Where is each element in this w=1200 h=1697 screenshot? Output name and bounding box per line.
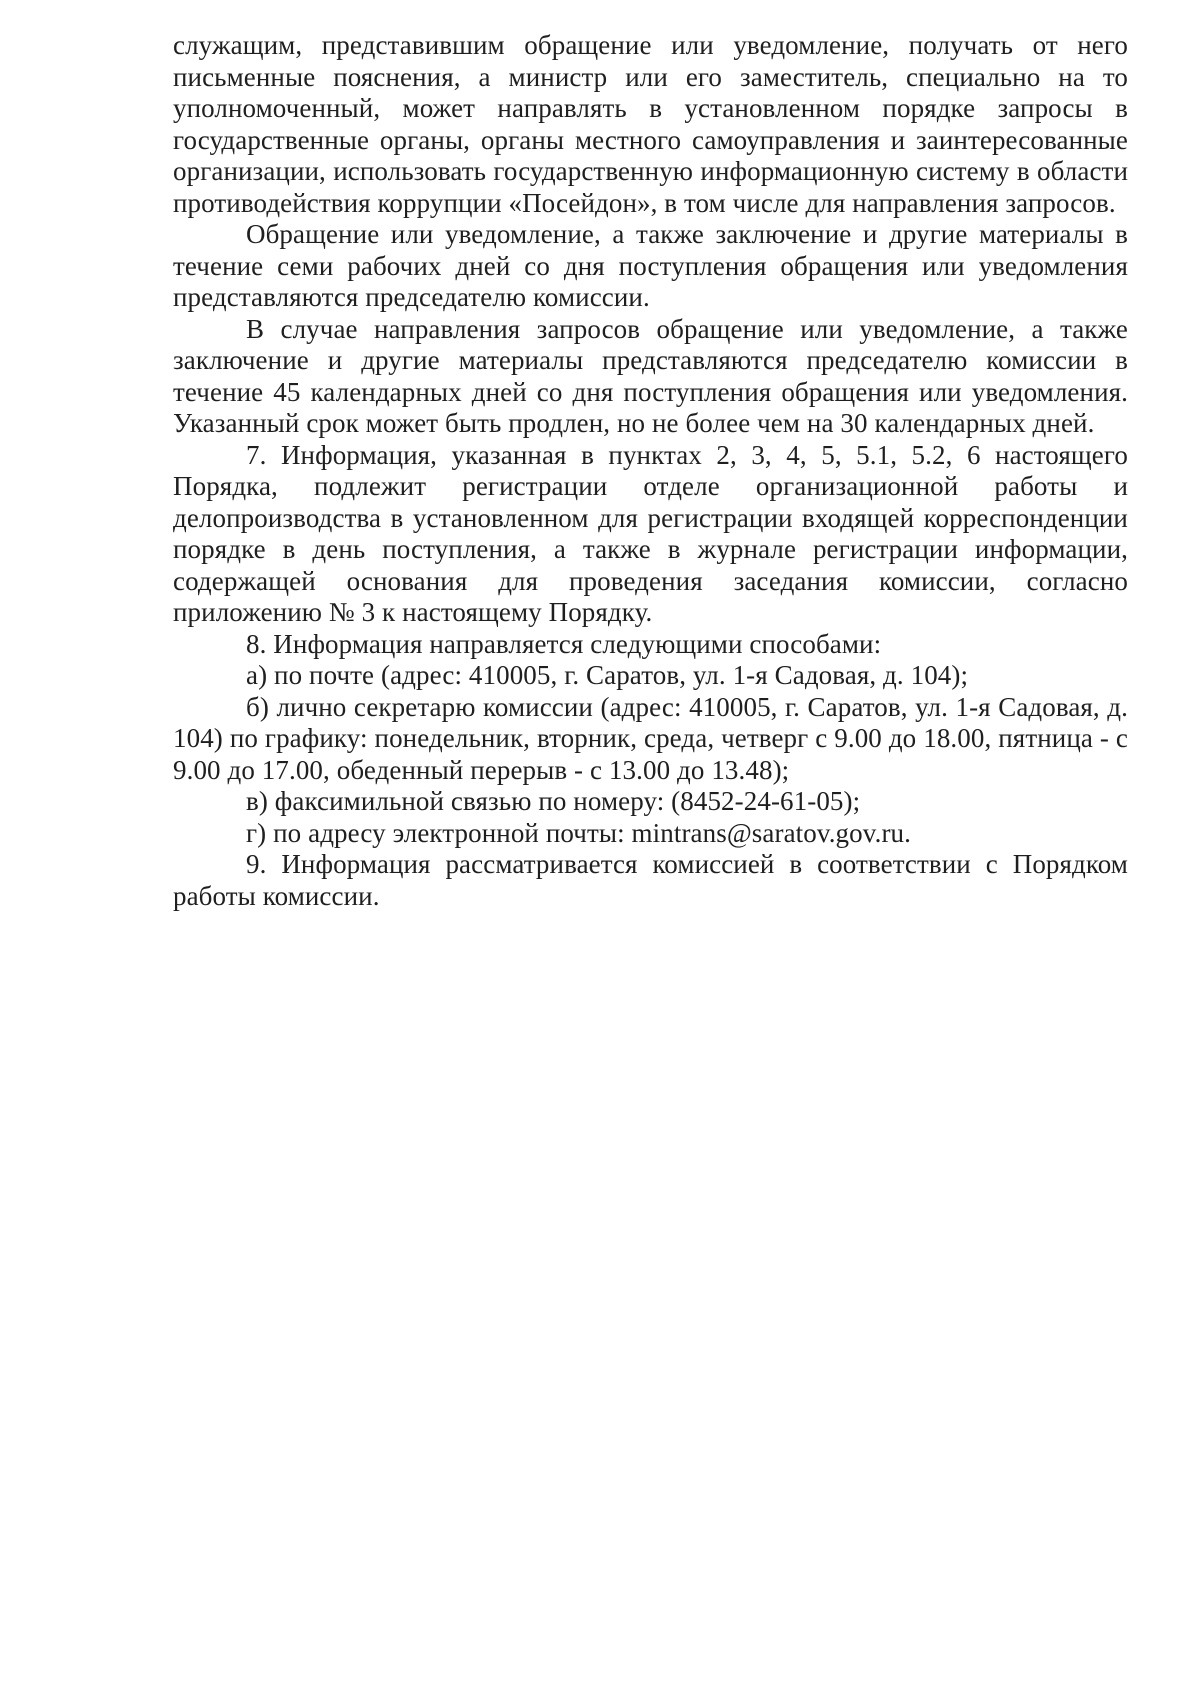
paragraph-item-8b: б) лично секретарю комиссии (адрес: 410005, г. Саратов, ул. 1-я Садовая, д. 104) по графику: понедельник, вторник, среда, четверг с 9.00 до 18.00, пятница - с 9.00 до 17.00, обеденный перерыв - с 13.00 до 13.48); <box>173 691 1128 785</box>
paragraph-item-9: 9. Информация рассматривается комиссией в соответствии с Порядком работы комиссии. <box>173 849 1128 911</box>
document-body <box>173 30 1128 912</box>
paragraph-request-term: В случае направления запросов обращение или уведомление, а также заключение и другие материалы представляются председателю комиссии в течение 45 календарных дней со дня поступления обращения или уведомления. Указанный срок может быть продлен, но не более чем на 30 календарных дней. <box>173 313 1128 438</box>
paragraph-continuation: служащим, представившим обращение или уведомление, получать от него письменные пояснения, а министр или его заместитель, специально на то уполномоченный, может направлять в установленном порядке запросы в государственные органы, органы местного самоуправления и заинтересованные организации, использовать государственную информационную систему в области противодействия коррупции «Посейдон», в том числе для направления запросов. <box>173 30 1128 218</box>
paragraph-item-7: 7. Информация, указанная в пунктах 2, 3, 4, 5, 5.1, 5.2, 6 настоящего Порядка, подлежит регистрации отделе организационной работы и делопроизводства в установленном для регистрации входящей корреспонденции порядке в день поступления, а также в журнале регистрации информации, содержащей основания для проведения заседания комиссии, согласно приложению № 3 к настоящему Порядку. <box>173 439 1128 627</box>
paragraph-submission-term: Обращение или уведомление, а также заключение и другие материалы в течение семи рабочих дней со дня поступления обращения или уведомления представляются председателю комиссии. <box>173 219 1128 312</box>
paragraph-item-8: 8. Информация направляется следующими способами: <box>246 628 882 659</box>
paragraph-item-8c: в) факсимильной связью по номеру: (8452-24-61-05); <box>246 786 861 816</box>
paragraph-item-8d: г) по адресу электронной почты: mintrans@saratov.gov.ru. <box>246 817 911 848</box>
paragraph-item-8a: а) по почте (адрес: 410005, г. Саратов, ул. 1-я Садовая, д. 104); <box>246 660 969 690</box>
